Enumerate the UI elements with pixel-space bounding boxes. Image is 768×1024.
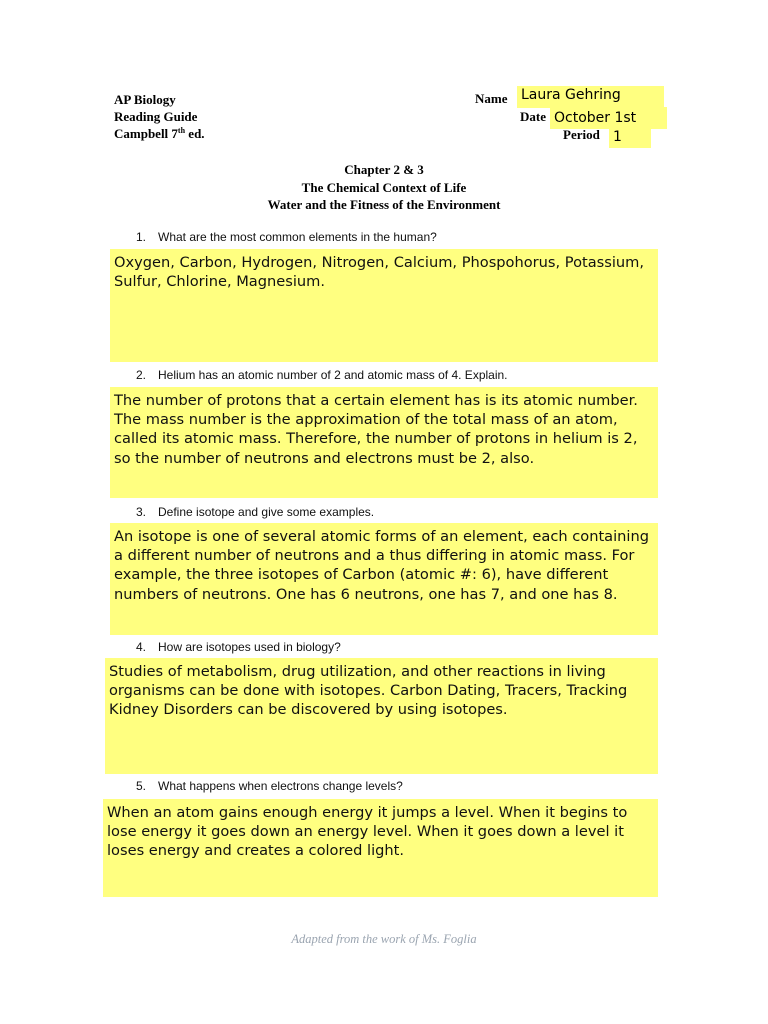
answer-5[interactable]: When an atom gains enough energy it jumps a level. When it begins to lose energy it goes down an energy level. When it goes down a level it loses energy and creates a colored light.	[103, 799, 658, 897]
date-field[interactable]: October 1st	[550, 107, 667, 129]
question-number: 5.	[136, 779, 147, 793]
period-label: Period	[563, 127, 600, 142]
question-text: Define isotope and give some examples.	[158, 505, 375, 519]
answer-1[interactable]: Oxygen, Carbon, Hydrogen, Nitrogen, Calcium, Phospohorus, Potassium, Sulfur, Chlorine, Magnesium.	[110, 249, 658, 362]
course-title: AP Biology	[114, 92, 176, 107]
title-line-2: Water and the Fitness of the Environment	[267, 197, 501, 212]
title-line-1: The Chemical Context of Life	[301, 179, 467, 195]
document-titles	[0, 161, 768, 214]
textbook-prefix: Campbell 7	[114, 126, 178, 141]
chapter-title: Chapter 2 & 3	[344, 162, 424, 177]
question-number: 1.	[136, 230, 147, 244]
name-label: Name	[475, 91, 508, 106]
question-5	[136, 779, 403, 793]
question-3	[136, 505, 374, 519]
question-text: How are isotopes used in biology?	[158, 640, 341, 654]
question-text: Helium has an atomic number of 2 and atomic mass of 4. Explain.	[158, 368, 508, 382]
course-info	[114, 91, 205, 142]
guide-title: Reading Guide	[114, 109, 198, 124]
question-text: What happens when electrons change levels?	[158, 779, 403, 793]
question-text: What are the most common elements in the human?	[158, 230, 437, 244]
question-4	[136, 640, 341, 654]
footer-credit: Adapted from the work of Ms. Foglia	[291, 932, 477, 946]
answer-3[interactable]: An isotope is one of several atomic forms of an element, each containing a different number of neutrons and a thus differing in atomic mass. For example, the three isotopes of Carbon (atomic #: 6), have different numbers of neutrons. One has 6 neutrons, one has 7, and one has 8.	[110, 523, 658, 635]
question-2	[136, 368, 508, 382]
textbook-suffix: ed.	[185, 126, 205, 141]
question-number: 3.	[136, 505, 147, 519]
question-number: 2.	[136, 368, 147, 382]
textbook-sup: th	[177, 126, 186, 135]
textbook-edition	[114, 125, 205, 142]
question-number: 4.	[136, 640, 147, 654]
name-field[interactable]: Laura Gehring	[517, 86, 664, 108]
answer-2[interactable]: The number of protons that a certain element has is its atomic number. The mass number is the approximation of the total mass of an atom, called its atomic mass. Therefore, the number of protons in helium is 2, so the number of neutrons and electrons must be 2, also.	[110, 387, 658, 498]
date-label: Date	[520, 109, 546, 124]
period-field[interactable]: 1	[609, 126, 651, 148]
answer-4[interactable]: Studies of metabolism, drug utilization, and other reactions in living organisms can be done with isotopes. Carbon Dating, Tracers, Tracking Kidney Disorders can be discovered by using isotopes.	[105, 658, 658, 774]
question-1	[136, 230, 437, 244]
